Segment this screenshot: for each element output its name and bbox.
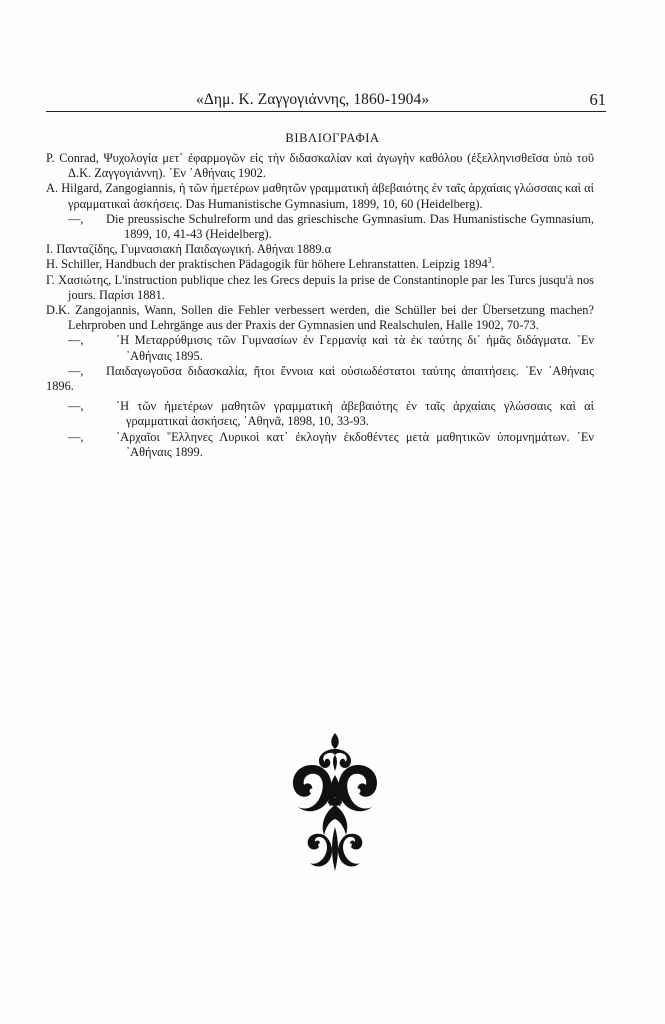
ditto-dash: —, <box>68 399 84 414</box>
running-header-title: «Δημ. Κ. Ζαγγογιάννης, 1860-1904» <box>196 91 430 108</box>
bibliography-entry-text: ῾Η Μεταρρύθμισις τῶν Γυμνασίων ἐν Γερμανίᾳ καὶ τὰ ἐκ ταύτης δι᾽ ἡμᾶς διδάγματα. ᾽Εν ᾽Αθήναις 1895. <box>116 333 594 363</box>
bibliography-entry-hilgard: A. Hilgard, Zangogiannis, ἡ τῶν ἡμετέρων μαθητῶν γραμματικὴ ἀβεβαιότης ἐν ταῖς ἀρχαίαις γλώσσαις καὶ αἱ γραμματικαὶ ἀσκήσεις. Das Humanistische Gymnasium, 1899, 10, 60 (Heidelberg). <box>46 181 594 211</box>
bibliography-entry-grammatiki <box>46 399 594 429</box>
bibliography-entry-text: H. Schiller, Handbuch der praktischen Pädagogik für höhere Lehranstatten. Leipzig 1894 <box>46 257 488 272</box>
bibliography-entry-text: ᾽Αρχαῖοι ῞Ελληνες Λυρικοὶ κατ᾽ ἐκλογὴν ἐκδοθέντες μετὰ μαθητικῶν ὑπομνημάτων. ᾽Εν ᾽Αθήναις 1899. <box>116 429 594 459</box>
ditto-dash: —, <box>68 429 84 444</box>
bibliography-entry-text: Παιδαγωγοῦσα διδασκαλία, ἤτοι ἔννοια καὶ οὐσιωδέστατοι ταύτης ἀπαιτήσεις. ᾽Εν ᾽Αθήναις 1896. <box>46 363 594 394</box>
bibliography-entry-paidagogousa <box>46 364 594 394</box>
bibliography-entry-pantazidis: Ι. Πανταζίδης, Γυμνασιακὴ Παιδαγωγική. Αθήναι 1889.α <box>46 242 332 257</box>
running-header <box>46 89 606 112</box>
ditto-dash: —, <box>68 333 84 348</box>
bibliography-entry-text: Die preussische Schulreform und das grieschische Gymnasium. Das Humanistische Gymnasium, 1899, 10, 41-43 (Heidelberg). <box>106 211 594 242</box>
bibliography-entry-text: ῾Η τῶν ἡμετέρων μαθητῶν γραμματικὴ ἀβεβαιότης ἐν ταῖς ἀρχαίαις γλώσσαις καὶ αἱ γραμματικαὶ ἀσκήσεις, ᾽Αθηνᾶ, 1898, 10, 33-93. <box>116 399 594 429</box>
bibliography-entry-lyrikoi <box>46 430 594 460</box>
bibliography-entry-conrad: P. Conrad, Ψυχολογία μετ᾽ ἐφαρμογῶν εἰς τὴν διδασκαλίαν καὶ ἀγωγὴν καθόλου (ἐξελληνισθεῖσα ὑπὸ τοῦ Δ.Κ. Ζαγγογιάννη). ᾽Εν ᾽Αθήναις 1902. <box>46 151 594 181</box>
fleuron-ornament-icon <box>286 731 384 873</box>
bibliography-list <box>46 151 594 460</box>
ditto-dash: —, <box>68 363 84 378</box>
footnote-superscript: 3 <box>487 256 492 266</box>
bibliography-entry-metarrythmisis <box>46 333 594 363</box>
bibliography-entry-zangojannis: D.K. Zangojannis, Wann, Sollen die Fehler verbessert werden, die Schüller bei der Übersetzung machen? Lehrproben und Lehrgänge aus der Praxis der Gymnasien und Realschulen, Halle 1902, 70-73. <box>46 303 594 333</box>
bibliography-entry-schiller: H. Schiller, Handbuch der praktischen Pädagogik für höhere Lehranstatten. Leipzig 1894$^3$. <box>46 256 495 272</box>
section-title: ΒΙΒΛΙΟΓΡΑΦΙΑ <box>285 131 380 145</box>
ditto-dash: —, <box>68 211 84 226</box>
bibliography-entry-chasiotis: Γ. Χασιώτης, L'instruction publique chez les Grecs depuis la prise de Constantinople par les Turcs jusqu'à nos jours. Παρίσι 1881. <box>46 272 594 302</box>
bibliography-entry-schulreform <box>46 212 594 242</box>
page-number: 61 <box>589 90 606 109</box>
